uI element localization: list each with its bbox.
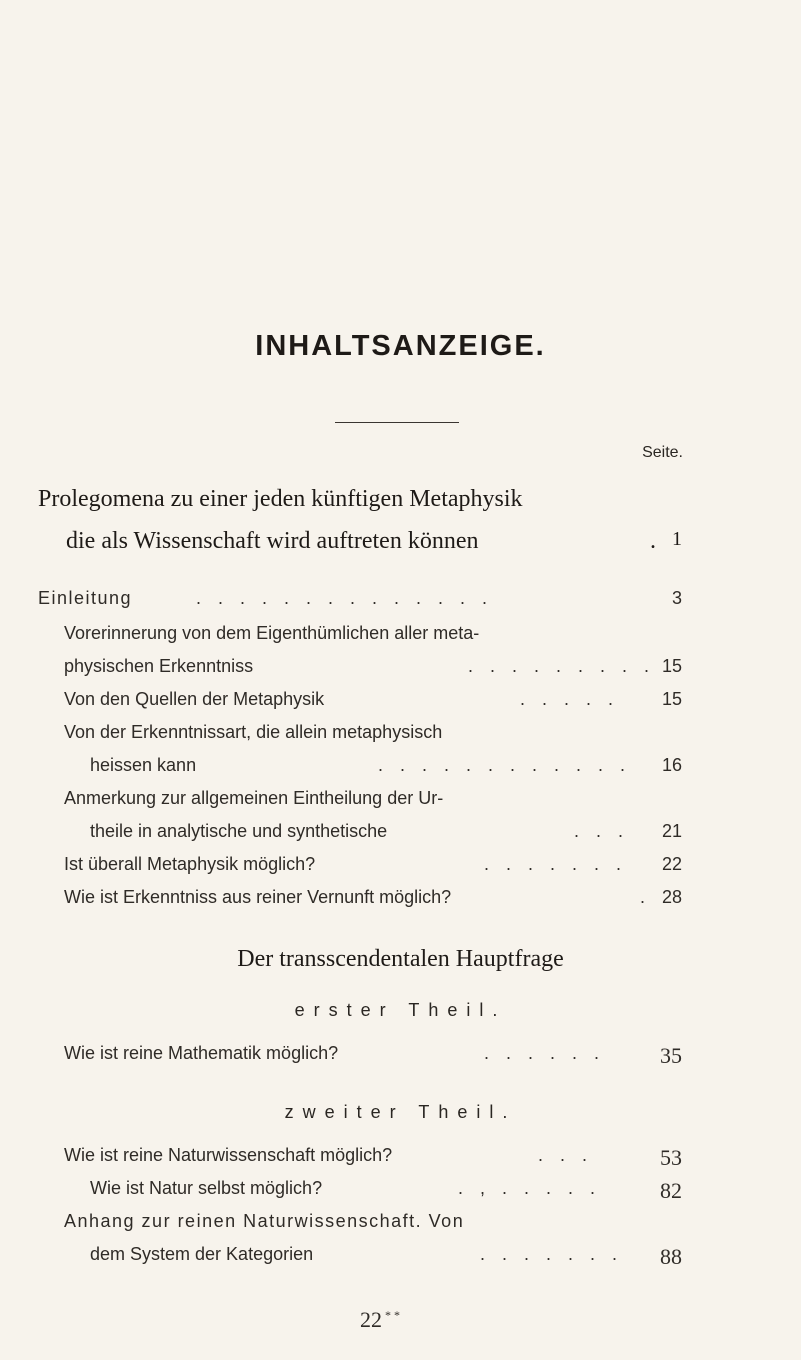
heading-rule — [335, 422, 459, 423]
title-text-2: die als Wissenschaft wird auftreten können — [66, 528, 479, 554]
page: INHALTSANZEIGE. Seite. Prolegomena zu einer jeden künftigen Metaphysik die als Wissenschaft wird auftreten können . 1 Einleitung . . . . . . . . . . . . . . 3 Vorerinnerung von dem Eigenthümlichen aller meta- physischen Erkenntniss . . . . . . . . . 15 Von den Quellen der Metaphysik . . . . . 15 Von der Erkenntnissart, die allein metaphysisch heissen kann . . . . . . . . . . . . 16 Anmerkung zur allgemeinen Eintheilung der Ur- theile in analytische und synthetische . . . 21 Ist überall Metaphysik möglich? . . . . . . . 22 Wie ist Erkenntniss aus reiner Vernunft möglich? . 28 Der transscendentalen Hauptfrage erster Theil. Wie ist reine Mathematik möglich? . . . . . . 35 zweiter Theil. Wie ist reine Naturwissenschaft möglich? . . . 53 Wie ist Natur selbst möglich? . , . . . . . 82 Anhang zur reinen Naturwissenschaft. Von dem System der Kategorien . . . . . . . 88 22 * * — [0, 0, 801, 1360]
einleitung-label: Einleitung — [38, 588, 133, 608]
signature-stars: * * — [385, 1308, 400, 1322]
title-line-2 — [0, 528, 801, 560]
entry-page: 22 — [661, 854, 682, 874]
title-text-1: Prolegomena zu einer jeden künftigen Metaphysik — [38, 486, 523, 512]
page-heading: INHALTSANZEIGE. — [255, 330, 546, 362]
title-line-1 — [0, 486, 801, 518]
entry-page: 21 — [661, 821, 682, 841]
title-page: 1 — [672, 528, 682, 550]
signature-number: 22 — [360, 1307, 382, 1332]
entry-page: 88 — [660, 1244, 682, 1269]
printer-signature — [360, 1307, 400, 1333]
einleitung-dots: . . . . . . . . . . . . . . — [196, 588, 494, 608]
einleitung-page: 3 — [671, 588, 682, 608]
part-two-label: zweiter Theil. — [284, 1102, 517, 1122]
title-dots: . — [650, 528, 662, 554]
entry-page: 15 — [661, 656, 682, 676]
section-title: Der transscendentalen Hauptfrage — [237, 946, 564, 972]
entry-page: 15 — [661, 689, 682, 709]
entry-page: 35 — [660, 1043, 682, 1068]
toc-entry-einleitung — [0, 588, 801, 616]
entry-page: 16 — [661, 755, 682, 775]
entry-page: 28 — [661, 887, 682, 907]
entry-page: 53 — [660, 1145, 682, 1170]
entry-page: 82 — [660, 1178, 682, 1203]
part-one-label: erster Theil. — [294, 1000, 507, 1020]
page-column-label: Seite. — [642, 444, 683, 461]
